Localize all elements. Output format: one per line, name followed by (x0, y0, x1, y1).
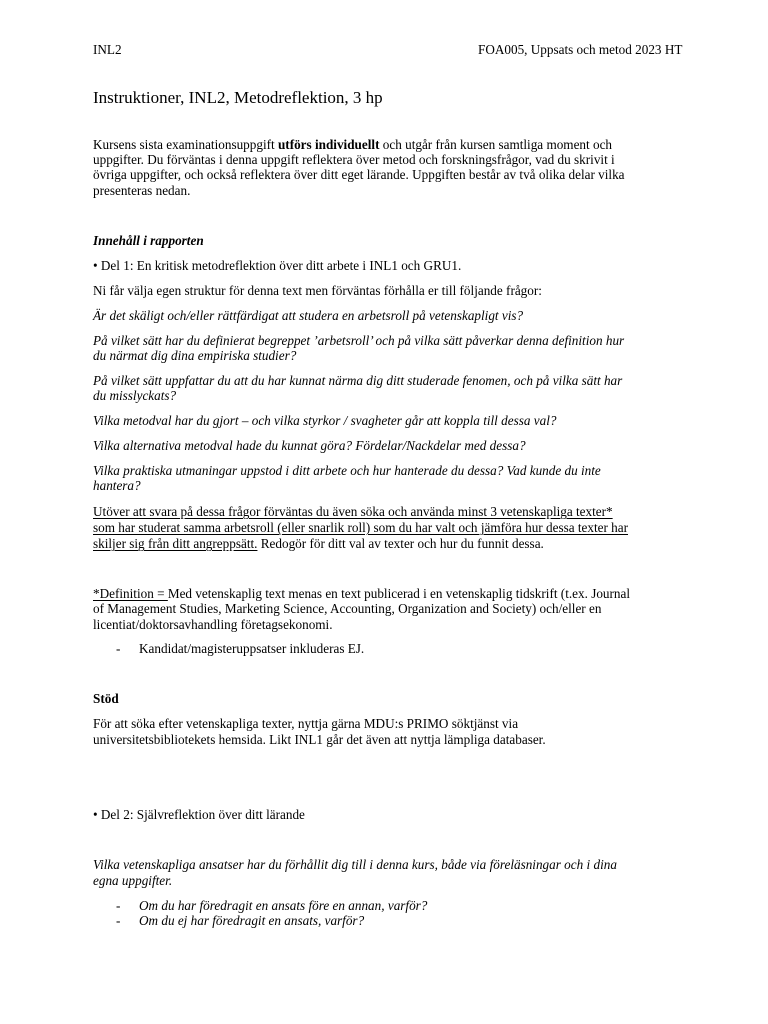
dash-bullet: - (116, 641, 121, 656)
question-6-line-1: Vilka praktiska utmaningar uppstod i ditt arbete och hur hanterade du dessa? Vad kunde du inte (93, 463, 601, 478)
structure-text: Ni får välja egen struktur för denna text men förväntas förhålla er till följande frågor: (93, 283, 542, 298)
question-4: Vilka metodval har du gjort – och vilka styrkor / svagheter går att koppla till dessa val? (93, 413, 557, 428)
definition-label: *Definition = (93, 586, 168, 601)
support-line-1: För att söka efter vetenskapliga texter, nyttja gärna MDU:s PRIMO söktjänst via (93, 716, 519, 731)
question-3-line-2: du misslyckats? (93, 388, 177, 403)
header-course-title: FOA005, Uppsats och metod 2023 HT (478, 42, 683, 57)
part1-heading: • Del 1: En kritisk metodreflektion över ditt arbete i INL1 och GRU1. (93, 258, 462, 273)
part2-question-line-1: Vilka vetenskapliga ansatser har du förhållit dig till i denna kurs, både via föreläsningar och i dina (93, 857, 617, 872)
requirement-line-2: som har studerat samma arbetsroll (eller snarlik roll) som du har valt och jämföra hur dessa texter har (93, 520, 629, 535)
support-heading: Stöd (93, 691, 119, 706)
question-1: Är det skäligt och/eller rättfärdigat att studera en arbetsroll på vetenskapligt vis? (93, 308, 524, 323)
definition-line-3: licentiat/doktorsavhandling företagsekonomi. (93, 617, 333, 632)
dash-bullet: - (116, 898, 121, 913)
part2-heading: • Del 2: Självreflektion över ditt lärande (93, 807, 305, 822)
dash-bullet: - (116, 913, 121, 928)
intro-line-4: presenteras nedan. (93, 183, 191, 198)
question-2-line-2: du närmat dig dina empiriska studier? (93, 348, 297, 363)
definition-bullet: Kandidat/magisteruppsatser inkluderas EJ. (139, 641, 365, 656)
contents-heading: Innehåll i rapporten (93, 233, 204, 248)
definition-line-1: *Definition = Med vetenskaplig text menas en text publicerad i en vetenskaplig tidskrift (t.ex. Journal (93, 586, 631, 601)
part2-bullet-1: Om du har föredragit en ansats före en annan, varför? (139, 898, 428, 913)
question-6-line-2: hantera? (93, 478, 141, 493)
question-2-line-1: På vilket sätt har du definierat begreppet ’arbetsroll’ och på vilka sätt påverkar denna definition hur (93, 333, 625, 348)
question-3-line-1: På vilket sätt uppfattar du att du har kunnat närma dig ditt studerade fenomen, och på vilka sätt har (93, 373, 623, 388)
requirement-line-1: Utöver att svara på dessa frågor förväntas du även söka och använda minst 3 vetenskapliga texter* (93, 504, 613, 519)
intro-line-2: uppgifter. Du förväntas i denna uppgift reflektera över metod och forskningsfrågor, vad du skrivit i (93, 152, 615, 167)
part2-question-line-2: egna uppgifter. (93, 873, 173, 888)
part2-bullet-2: Om du ej har föredragit en ansats, varför? (139, 913, 365, 928)
definition-line-2: of Management Studies, Marketing Science, Accounting, Organization and Society) och/eller en (93, 601, 602, 616)
question-5: Vilka alternativa metodval hade du kunnat göra? Fördelar/Nackdelar med dessa? (93, 438, 526, 453)
intro-emphasis: utförs individuellt (277, 137, 380, 152)
intro-line-1: Kursens sista examinationsuppgift utförs individuellt och utgår från kursen samtliga moment och (93, 137, 613, 152)
page-title: Instruktioner, INL2, Metodreflektion, 3 hp (93, 88, 383, 107)
header-course-code: INL2 (93, 42, 122, 57)
requirement-line-3: skiljer sig från ditt angreppsätt. Redogör för ditt val av texter och hur du funnit dessa. (93, 536, 544, 551)
intro-line-3: övriga uppgifter, och också reflektera över ditt eget lärande. Uppgiften består av två olika delar vilka (93, 167, 625, 182)
support-line-2: universitetsbibliotekets hemsida. Likt INL1 går det även att nyttja lämpliga databaser. (93, 732, 546, 747)
